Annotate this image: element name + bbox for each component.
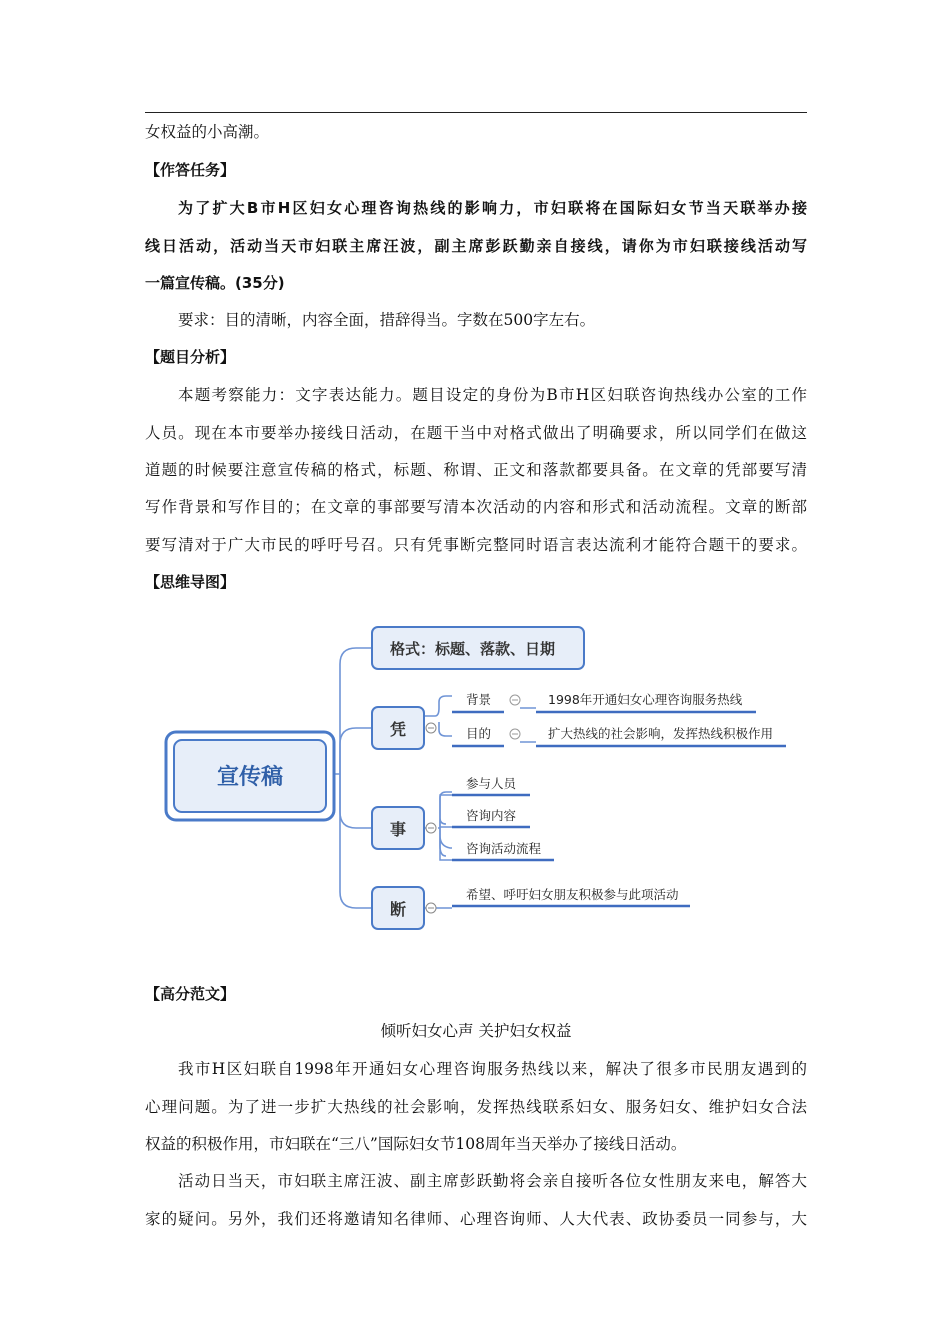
task-line-3: 一篇宣传稿。(35分): [145, 274, 285, 292]
essay-heading: 【高分范文】: [145, 985, 236, 1003]
connector-duan: [340, 774, 372, 908]
analysis-line-4: 写作背景和写作目的；在文章的事部要写清本次活动的内容和形式和活动流程。文章的断部: [145, 498, 807, 516]
format-label: 格式：标题、落款、日期: [390, 640, 556, 658]
ping-item-purpose: [452, 726, 786, 746]
shi-item-2: 咨询内容: [466, 808, 517, 823]
shi-item-3: 咨询活动流程: [466, 841, 542, 856]
essay-line-3: 权益的积极作用，市妇联在“三八”国际妇女节108周年当天举办了接线日活动。: [145, 1135, 687, 1153]
task-requirement: 要求：目的清晰，内容全面，措辞得当。字数在500字左右。: [178, 311, 596, 329]
task-line-2: 线日活动，活动当天市妇联主席汪波，副主席彭跃勤亲自接线，请你为市妇联接线活动写: [145, 237, 807, 255]
shi-items: [440, 776, 554, 860]
mindmap-connectors: [332, 648, 452, 908]
essay-title: 倾听妇女心声 关护妇女权益: [380, 1022, 572, 1040]
essay-line-1: 我市H区妇联自1998年开通妇女心理咨询服务热线以来，解决了很多市民朋友遇到的: [178, 1060, 807, 1078]
duan-label: 断: [389, 900, 407, 919]
analysis-line-3: 道题的时候要注意宣传稿的格式，标题、称谓、正文和落款都要具备。在文章的凭部要写清: [145, 461, 807, 479]
analysis-line-5: 要写清对于广大市民的呼吁号召。只有凭事断完整同时语言表达流利才能符合题干的要求。: [145, 536, 807, 554]
shi-label: 事: [389, 820, 407, 839]
ping-key-1: 背景: [466, 692, 492, 707]
top-rule: [145, 112, 807, 113]
mind-map: [160, 618, 800, 938]
root-node: [166, 732, 334, 820]
duan-item-1: 希望、呼吁妇女朋友积极参与此项活动: [466, 887, 679, 902]
shi-item-1: 参与人员: [466, 776, 517, 791]
ping-value-1: 1998年开通妇女心理咨询服务热线: [548, 692, 743, 707]
duan-node: [372, 887, 436, 929]
essay-line-4: 活动日当天，市妇联主席汪波、副主席彭跃勤将会亲自接听各位女性朋友来电，解答大: [178, 1172, 807, 1190]
connector-shi: [340, 774, 372, 828]
duan-items: [452, 887, 690, 906]
analysis-line-1: 本题考察能力：文字表达能力。题目设定的身份为B市H区妇联咨询热线办公室的工作: [178, 386, 807, 404]
ping-key-2: 目的: [466, 726, 492, 741]
ping-label: 凭: [389, 720, 407, 739]
ping-node: [372, 707, 436, 749]
connector-format: [332, 648, 372, 774]
essay-line-2: 心理问题。为了进一步扩大热线的社会影响，发挥热线联系妇女、服务妇女、维护妇女合法: [145, 1098, 807, 1116]
analysis-line-2: 人员。现在本市要举办接线日活动，在题干当中对格式做出了明确要求，所以同学们在做这: [145, 424, 807, 442]
essay-line-5: 家的疑问。另外，我们还将邀请知名律师、心理咨询师、人大代表、政协委员一同参与，大: [145, 1210, 807, 1228]
ping-item-background: [452, 692, 756, 712]
ping-value-2: 扩大热线的社会影响，发挥热线积极作用: [548, 726, 774, 741]
task-line-1: 为了扩大B市H区妇女心理咨询热线的影响力，市妇联将在国际妇女节当天联举办接: [178, 199, 807, 217]
format-node: [372, 627, 584, 669]
connector-ping: [340, 728, 372, 774]
analysis-heading: 【题目分析】: [145, 348, 236, 366]
mindmap-heading: 【思维导图】: [145, 573, 236, 591]
root-label: 宣传稿: [216, 765, 284, 790]
task-heading: 【作答任务】: [145, 161, 236, 179]
shi-node: [372, 807, 436, 849]
intro-tail: 女权益的小高潮。: [145, 123, 270, 141]
